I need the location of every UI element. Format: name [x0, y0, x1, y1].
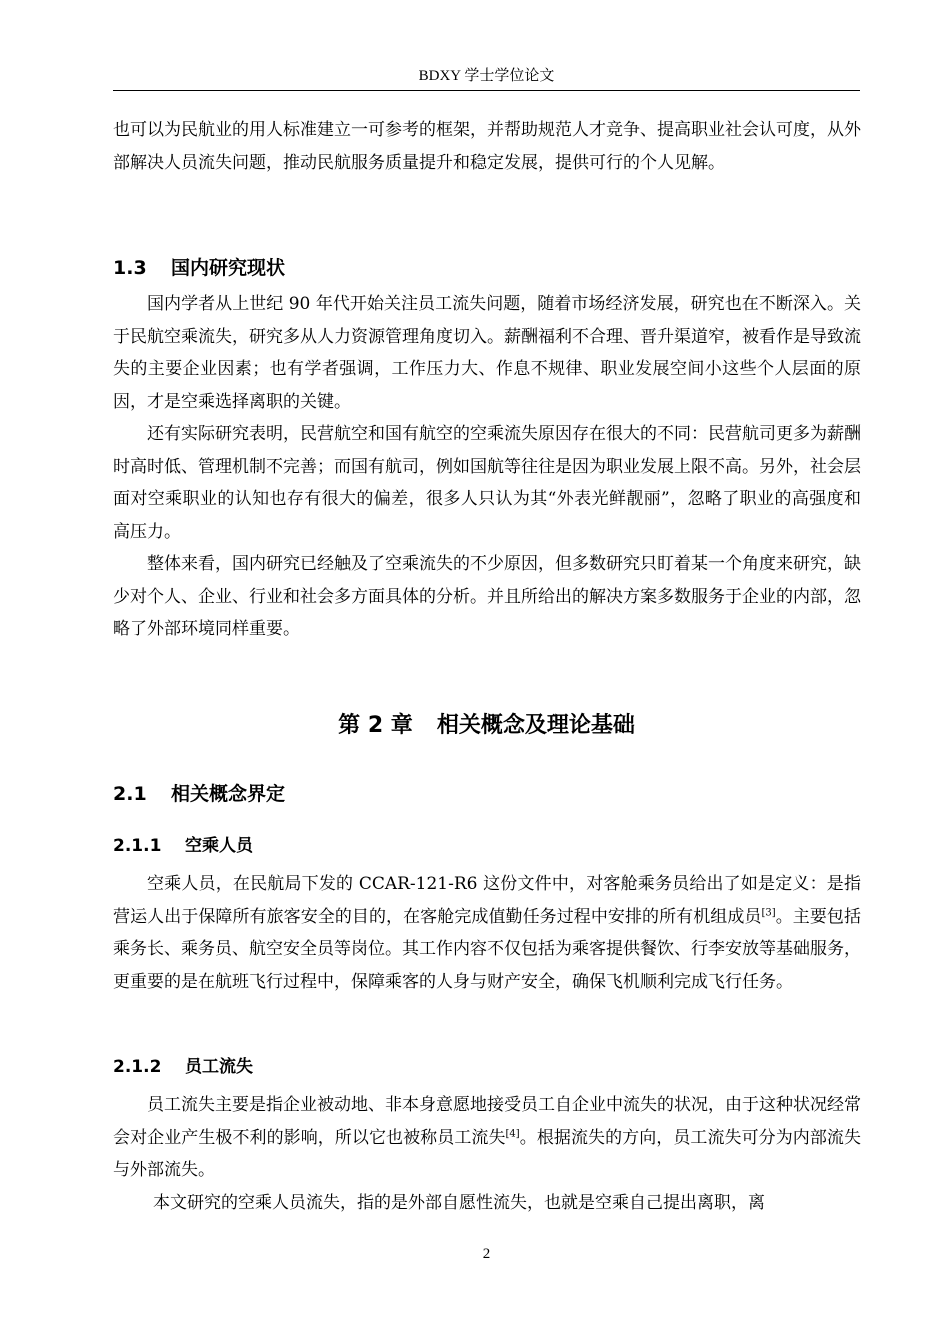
paragraph-text: 。主要包括乘务长、乘务员、航空安全员等岗位。其工作内容不仅包括为乘客提供餐饮、行李安放等基础服务，更重要的是在航班飞行过程中，保障乘客的人身与财产安全，确保飞机顺利完成飞行任务。	[113, 906, 862, 992]
subsection-number: 2.1.1	[113, 836, 162, 856]
header-divider	[113, 90, 860, 91]
subsection-title: 空乘人员	[185, 836, 253, 856]
paragraph-2-1-2	[113, 1089, 861, 1187]
intro-paragraph: 也可以为民航业的用人标准建立一可参考的框架，并帮助规范人才竞争、提高职业社会认可度，从外部解决人员流失问题，推动民航服务质量提升和稳定发展，提供可行的个人见解。	[113, 120, 861, 173]
page-number: 2	[482, 1246, 491, 1262]
running-header: BDXY 学士学位论文	[418, 68, 555, 84]
section-number: 2.1	[113, 783, 147, 805]
chapter-heading	[113, 708, 860, 739]
section-heading-1-3	[113, 253, 285, 280]
paragraph-2-1-1	[113, 868, 861, 998]
subsection-heading-2-1-1	[113, 831, 253, 856]
section-title: 国内研究现状	[171, 257, 286, 279]
chapter-label: 第 2 章	[338, 713, 413, 738]
subsection-heading-2-1-2	[113, 1052, 253, 1077]
section-heading-2-1	[113, 779, 285, 806]
chapter-title: 相关概念及理论基础	[436, 713, 635, 738]
citation-ref: [3]	[761, 906, 776, 918]
citation-ref: [4]	[505, 1127, 520, 1139]
paragraph-2-1-2-b: 本文研究的空乘人员流失，指的是外部自愿性流失，也就是空乘自己提出离职，离	[153, 1193, 765, 1213]
paragraph-1-3-a: 国内学者从上世纪 90 年代开始关注员工流失问题，随着市场经济发展，研究也在不断深入。关于民航空乘流失，研究多从人力资源管理角度切入。薪酬福利不合理、晋升渠道窄，被看作是导致流失的主要企业因素；也有学者强调，工作压力大、作息不规律、职业发展空间小这些个人层面的原因，才是空乘选择离职的关键。	[113, 294, 861, 412]
subsection-title: 员工流失	[185, 1057, 253, 1077]
paragraph-1-3-b: 还有实际研究表明，民营航空和国有航空的空乘流失原因存在很大的不同：民营航司更多为薪酬时高时低、管理机制不完善；而国有航司，例如国航等往往是因为职业发展上限不高。另外，社会层面对空乘职业的认知也存有很大的偏差，很多人只认为其“外表光鲜靓丽”，忽略了职业的高强度和高压力。	[113, 424, 861, 542]
subsection-number: 2.1.2	[113, 1057, 162, 1077]
paragraph-text: 。根据流失的方向，员工流失可分为内部流失与外部流失。	[113, 1127, 862, 1181]
section-title: 相关概念界定	[171, 783, 286, 805]
paragraph-text: 空乘人员，在民航局下发的 CCAR-121-R6 这份文件中，对客舱乘务员给出了如是定义：是指营运人出于保障所有旅客安全的目的，在客舱完成值勤任务过程中安排的所有机组成员	[113, 874, 861, 927]
paragraph-text: 员工流失主要是指企业被动地、非本身意愿地接受员工自企业中流失的状况，由于这种状况经常会对企业产生极不利的影响，所以它也被称员工流失	[113, 1095, 861, 1148]
section-number: 1.3	[113, 257, 147, 279]
paragraph-1-3-c: 整体来看，国内研究已经触及了空乘流失的不少原因，但多数研究只盯着某一个角度来研究，缺少对个人、企业、行业和社会多方面具体的分析。并且所给出的解决方案多数服务于企业的内部，忽略了外部环境同样重要。	[113, 554, 861, 640]
